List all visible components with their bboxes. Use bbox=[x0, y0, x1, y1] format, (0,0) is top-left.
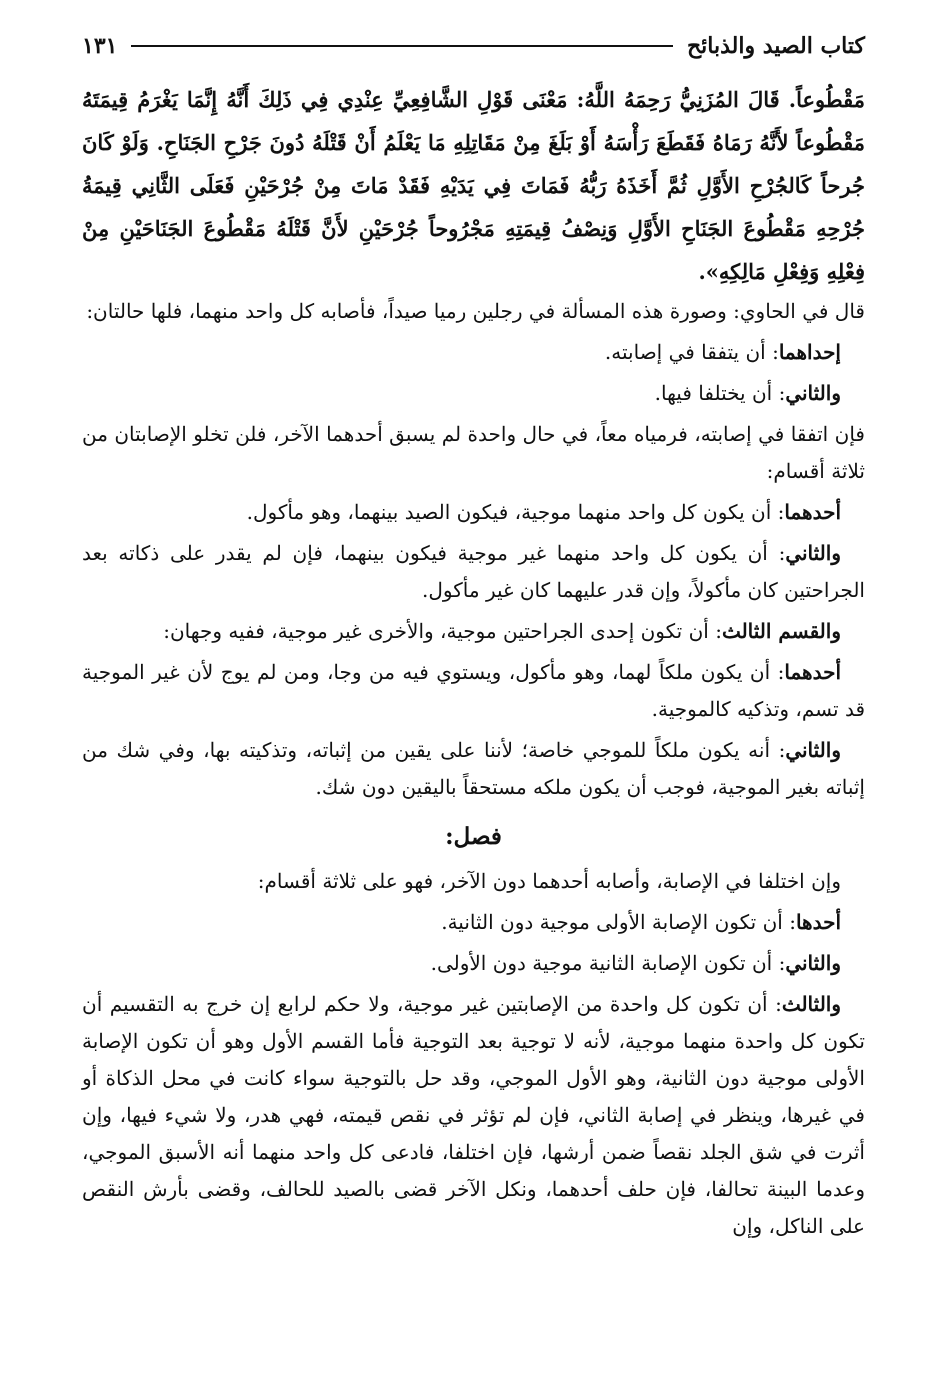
header-rule bbox=[131, 45, 672, 47]
paragraph bbox=[82, 293, 865, 330]
paragraph-text: : أن تكون كل واحدة من الإصابتين غير موجية، ولا حكم لرابع إن خرج به التقسيم أن تكون كل واحدة منهما موجية، لأنه لا توجية بعد التوجية فأما القسم الأول وهو أن تكون الإصابة الأولى موجية دون الثانية، وهو الأول الموجي، وقد حل بالتوجية سواء كانت في محل الذكاة أو في غيرها، وينظر في إصابة الثاني، فإن لم تؤثر في نقص قيمته، فهي هدر، ولا شيء فيها، وإن أثرت في شق الجلد نقصاً ضمن أرشها، فإن اختلفا، فادعى كل واحد منهما أنه الأسبق الموجي، وعدما البينة تحالفا، فإن حلف أحدهما، ونكل الآخر قضى بالصيد للحالف، وقضى بأرش النقص على الناكل، وإن bbox=[82, 992, 865, 1238]
paragraph-label: والثاني bbox=[785, 541, 841, 565]
paragraph-label: والثاني bbox=[785, 951, 841, 975]
paragraph-label: والثاني bbox=[785, 738, 841, 762]
paragraph-label: والثالث bbox=[781, 992, 841, 1016]
book-title: كتاب الصيد والذبائح bbox=[686, 33, 865, 59]
matn-text: مَقْطُوعاً. قَالَ المُزَنِيُّ رَحِمَهُ اللَّهُ: مَعْنَى قَوْلِ الشَّافِعِيِّ عِنْدِي فِي ذَلِكَ أَنَّهُ إِنَّمَا يَغْرَمُ قِيمَتَهُ مَقْطُوعاً لأَنَّهُ رَمَاهُ فَقَطَعَ رَأْسَهُ أَوْ بَلَغَ مِنْ مَقَاتِلِهِ مَا يَعْلَمُ أَنْ قَتْلَهُ دُونَ جَرْحِ الجَنَاحِ. وَلَوْ كَانَ جُرحاً كَالجُرْحِ الأَوَّلِ ثُمَّ أَخَذَهُ رَبُّهُ فَمَاتَ فِي يَدَيْهِ فَقَدْ مَاتَ مِنْ جُرْحَيْنِ فَعَلَى الثَّانِي قِيمَةُ جُرْحِهِ مَقْطُوعَ الجَنَاحِ الأَوَّلِ وَنِصْفُ قِيمَتِهِ مَجْرُوحاً جُرْحَيْنِ لأَنَّ قَتْلَهُ مَقْطُوعَ الجَنَاحَيْنِ مِنْ فِعْلِهِ وَفِعْلِ مَالِكِهِ». bbox=[82, 87, 865, 284]
page-number: ١٣١ bbox=[82, 33, 118, 59]
paragraph-label: والثاني bbox=[785, 381, 841, 405]
paragraph-text: : أن يكون كل واحد منهما موجية، فيكون الصيد بينهما، وهو مأكول. bbox=[246, 500, 785, 524]
paragraph bbox=[82, 334, 865, 371]
paragraph bbox=[82, 904, 865, 941]
paragraph bbox=[82, 863, 865, 900]
paragraph bbox=[82, 945, 865, 982]
paragraph bbox=[82, 494, 865, 531]
paragraph-label: إحداهما bbox=[778, 340, 841, 364]
paragraph bbox=[82, 416, 865, 490]
paragraph-text: : أن تكون الإصابة الأولى موجية دون الثانية. bbox=[441, 910, 796, 934]
paragraph bbox=[82, 654, 865, 728]
paragraph-label: أحدهما bbox=[784, 500, 841, 524]
commentary bbox=[82, 293, 865, 1245]
paragraph-text: : أن تكون الإصابة الثانية موجية دون الأولى. bbox=[430, 951, 786, 975]
paragraph-text: : أنه يكون ملكاً للموجي خاصة؛ لأننا على يقين من إثباته، وتذكيته بها، وفي شك من إثباته بغير الموجية، فوجب أن يكون ملكه مستحقاً باليقين دون شك. bbox=[82, 738, 865, 799]
paragraph bbox=[82, 535, 865, 609]
paragraph-text: : أن يتفقا في إصابته. bbox=[604, 340, 779, 364]
paragraph-text: قال في الحاوي: وصورة هذه المسألة في رجلين رميا صيداً، فأصابه كل واحد منهما، فلها حالتان: bbox=[86, 299, 865, 323]
paragraph bbox=[82, 732, 865, 806]
paragraph-label: أحدهما bbox=[784, 660, 841, 684]
paragraph-text: : أن يختلفا فيها. bbox=[654, 381, 786, 405]
paragraph-label: أحدها bbox=[795, 910, 841, 934]
paragraph-text: فإن اتفقا في إصابته، فرمياه معاً، في حال واحدة لم يسبق أحدهما الآخر، فلن تخلو الإصابتان من ثلاثة أقسام: bbox=[82, 422, 865, 483]
section-title: فصل: bbox=[445, 823, 502, 850]
running-header bbox=[82, 28, 865, 64]
paragraph bbox=[82, 375, 865, 412]
paragraph bbox=[82, 613, 865, 650]
paragraph-text: : أن يكون ملكاً لهما، وهو مأكول، ويستوي فيه من وجا، ومن لم يوج لأن غير الموجية قد تسم، وتذكيه كالموجية. bbox=[82, 660, 865, 721]
paragraph-text: وإن اختلفا في الإصابة، وأصابه أحدهما دون الآخر، فهو على ثلاثة أقسام: bbox=[257, 869, 841, 893]
paragraph-text: : أن يكون كل واحد منهما غير موجية فيكون بينهما، فإن لم يقدر على ذكاته بعد الجراحتين كان مأكولاً، وإن قدر عليهما كان غير مأكول. bbox=[82, 541, 865, 602]
paragraph-text: : أن تكون إحدى الجراحتين موجية، والأخرى غير موجية، ففيه وجهان: bbox=[163, 619, 722, 643]
paragraph-label: والقسم الثالث bbox=[721, 619, 841, 643]
paragraph bbox=[82, 986, 865, 1245]
